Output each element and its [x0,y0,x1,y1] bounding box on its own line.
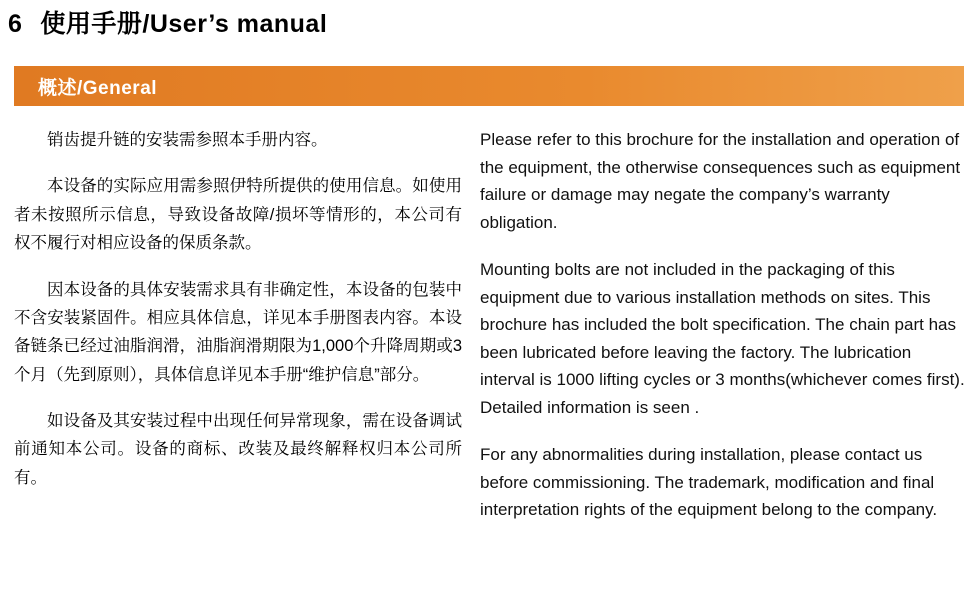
chinese-column [0,126,480,524]
english-column [480,126,978,524]
paragraph: For any abnormalities during installation, please contact us before commissioning. The trademark, modification and final interpretation rights of the equipment belong to the company. [480,445,938,520]
section-header-bar [14,66,964,106]
paragraph: 因本设备的具体安装需求具有非确定性，本设备的包装中不含安装紧固件。相应具体信息，详见本手册图表内容。本设备链条已经过油脂润滑，油脂润滑期限为1,000个升降周期或3个月（先到原则），具体信息详见本手册“维护信息”部分。 [14,280,462,384]
paragraph: 如设备及其安装过程中出现任何异常现象，需在设备调试前通知本公司。设备的商标、改装及最终解释权归本公司所有。 [14,412,462,487]
chapter-number: 6 [8,10,23,38]
paragraph: 销齿提升链的安装需参照本手册内容。 [47,131,328,149]
chapter-title: 使用手册/User’s manual [40,10,328,38]
section-title: 概述/General [38,77,158,99]
paragraph: 本设备的实际应用需参照伊特所提供的使用信息。如使用者未按照所示信息，导致设备故障/损坏等情形的，本公司有权不履行对相应设备的保质条款。 [14,177,462,253]
paragraph: Mounting bolts are not included in the packaging of this equipment due to various installation methods on sites. This brochure has included the bolt specification. The chain part has been lubricated before leaving the factory. The lubrication interval is 1000 lifting cycles or 3 months(whichever comes first). Detailed information is seen . [480,260,965,417]
paragraph: Please refer to this brochure for the installation and operation of the equipment, the otherwise consequences such as equipment failure or damage may negate the company’s warranty obligation. [480,130,961,232]
two-column-body [0,126,978,524]
page-title [8,4,327,40]
